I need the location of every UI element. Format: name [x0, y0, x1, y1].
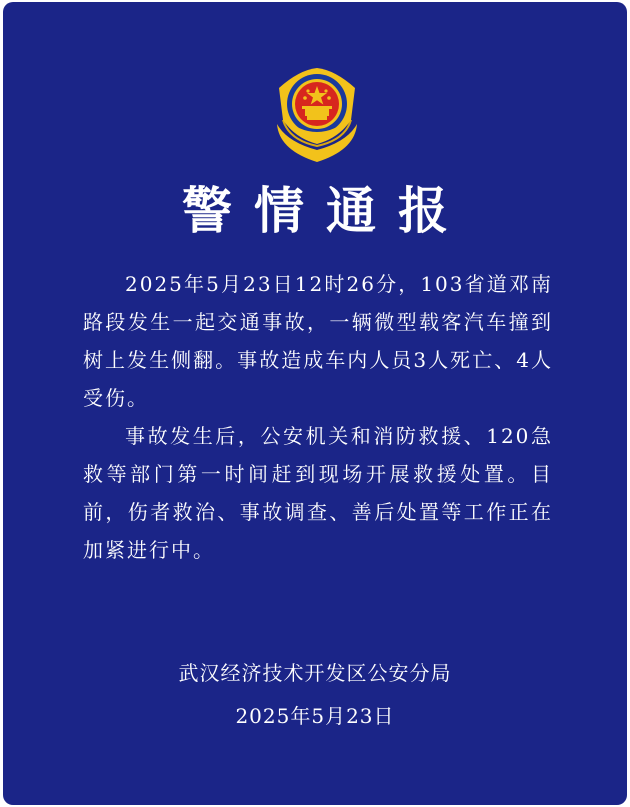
- issue-date: 2025年5月23日: [235, 704, 395, 728]
- paragraph: 2025年5月23日12时26分，103省道邓南路段发生一起交通事故，一辆微型载客汽车撞到树上发生侧翻。事故造成车内人员3人死亡、4人受伤。: [83, 272, 553, 410]
- notice-title: 警情通报: [182, 181, 470, 240]
- notice-card: [3, 2, 627, 805]
- police-emblem-icon: [269, 62, 365, 164]
- issuer-name: 武汉经济技术开发区公安分局: [178, 661, 452, 685]
- paragraph: 事故发生后，公安机关和消防救援、120急救等部门第一时间赶到现场开展救援处置。目前，伤者救治、事故调查、善后处置等工作正在加紧进行中。: [83, 424, 553, 562]
- notice-body: [83, 265, 553, 569]
